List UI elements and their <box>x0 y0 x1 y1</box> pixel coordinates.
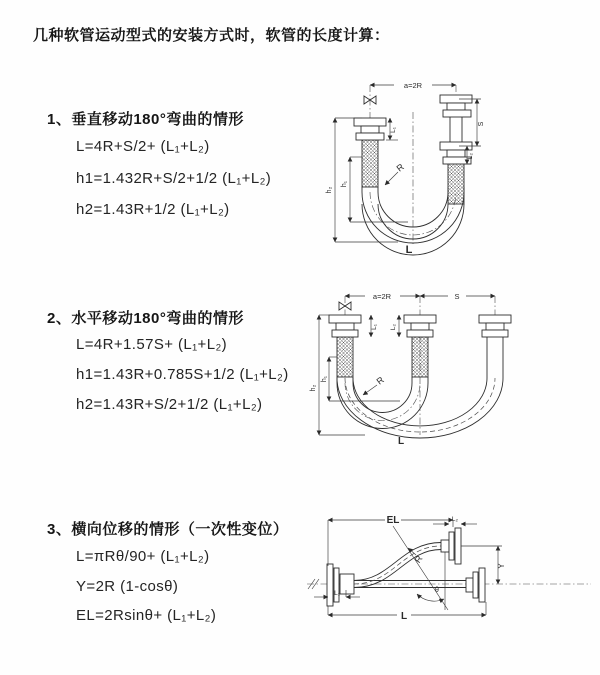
diagram-vertical-180-bend <box>308 72 558 267</box>
flange-group <box>329 315 511 337</box>
valve-icon <box>339 302 351 310</box>
dim-label-l2: L₂ <box>467 152 474 160</box>
section-3-heading: 3、横向位移的情形（一次性变位） <box>47 521 289 538</box>
dim-label-h1: h₁ <box>321 375 328 383</box>
dim-label-a2r: a=2R <box>372 292 392 301</box>
dim-label-l2: L₂ <box>451 516 459 523</box>
section-1-formula-3: h2=1.43R+1/2 (L₁+L₂) <box>76 201 230 218</box>
radius-label-r: R <box>394 161 406 174</box>
section-2-formula-3: h2=1.43R+S/2+1/2 (L₁+L₂) <box>76 396 263 413</box>
dimension-group <box>314 515 506 622</box>
dim-label-h2: h₂ <box>326 186 333 194</box>
flange-group <box>327 528 485 606</box>
diagram-lateral-displacement <box>305 498 595 643</box>
dim-label-s: S <box>478 121 485 127</box>
section-2-heading: 2、水平移动180°弯曲的情形 <box>47 310 244 327</box>
radius-label-r: R <box>412 553 425 565</box>
dim-label-l2: L₂ <box>390 323 397 331</box>
centerlines <box>370 85 456 244</box>
dim-label-l: L <box>400 611 408 622</box>
section-1-formula-2: h1=1.432R+S/2+1/2 (L₁+L₂) <box>76 170 272 187</box>
section-2-formula-1: L=4R+1.57S+ (L₁+L₂) <box>76 336 228 353</box>
construction-group <box>393 526 448 610</box>
dim-label-el: EL <box>386 515 400 526</box>
dim-label-a2r: a=2R <box>403 81 423 90</box>
angle-label-theta: θ <box>435 587 439 594</box>
dim-label-y: Y <box>497 563 506 569</box>
section-3-formula-3: EL=2Rsinθ+ (L₁+L₂) <box>76 607 217 624</box>
dim-label-l1: L₁ <box>371 324 378 330</box>
section-3-formula-2: Y=2R (1-cosθ) <box>76 578 179 595</box>
page-title: 几种软管运动型式的安装方式时，软管的长度计算： <box>33 27 390 44</box>
section-2-formula-2: h1=1.43R+0.785S+1/2 (L₁+L₂) <box>76 366 289 383</box>
section-1-formula-1: L=4R+S/2+ (L₁+L₂) <box>76 138 210 155</box>
length-label-l: L <box>397 436 405 447</box>
dim-label-s: S <box>454 292 460 301</box>
section-1-heading: 1、垂直移动180°弯曲的情形 <box>47 111 244 128</box>
length-label-l: L <box>405 244 413 256</box>
radius-label-r: R <box>374 374 386 387</box>
section-3-formula-1: L=πRθ/90+ (L₁+L₂) <box>76 548 210 565</box>
dim-label-l1: L₁ <box>390 127 397 133</box>
dim-label-l1: L₁ <box>334 590 340 597</box>
dim-label-h1: h₁ <box>341 180 348 188</box>
diagram-horizontal-180-bend <box>305 283 565 451</box>
dim-label-h2: h₂ <box>310 384 317 392</box>
